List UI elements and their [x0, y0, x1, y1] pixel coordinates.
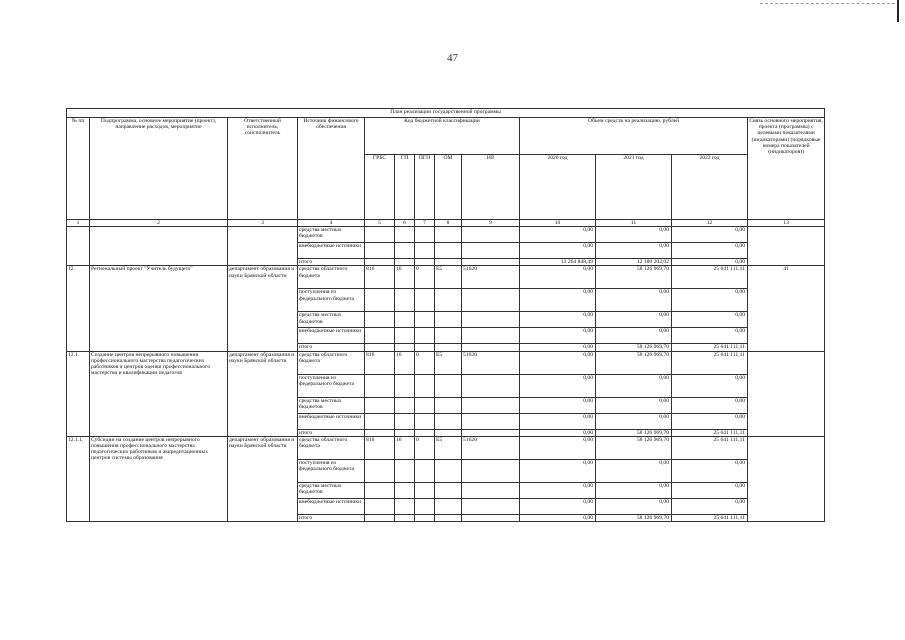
np-cell: 51620 [462, 436, 520, 459]
pgp-cell [415, 227, 435, 243]
column-number: 9 [462, 220, 520, 227]
item-name: Региональный проект "Учитель будущего" [90, 266, 228, 351]
amount-2022: 0,00 [672, 312, 748, 328]
header-volume: Объем средств на реализацию, рублей [520, 118, 748, 155]
amount-2022: 0,00 [672, 397, 748, 413]
grbs-cell [365, 429, 395, 436]
amount-2021: 58 126 969,70 [596, 514, 672, 521]
cont-name-cell [90, 227, 228, 266]
pgp-cell [415, 312, 435, 328]
funding-source: внебюджетные источники [298, 498, 365, 514]
amount-2022: 25 641 111,11 [672, 351, 748, 374]
om-cell [435, 514, 462, 521]
gp-cell [395, 328, 415, 344]
gp-cell [395, 429, 415, 436]
pgp-cell [415, 429, 435, 436]
scan-edge-mark [760, 3, 895, 5]
amount-2022: 0,00 [672, 328, 748, 344]
pgp-cell [415, 413, 435, 429]
column-number: 2 [90, 220, 228, 227]
pgp-cell [415, 243, 435, 259]
funding-source: внебюджетные источники [298, 328, 365, 344]
om-cell: E5 [435, 436, 462, 459]
header-subprogram: Подпрограмма, основное мероприятие (проект), направление расходов, мероприятие [90, 118, 228, 220]
gp-cell [395, 482, 415, 498]
table-row [67, 436, 825, 459]
np-cell [462, 498, 520, 514]
amount-2020: 0,00 [520, 266, 596, 289]
amount-2020: 0,00 [520, 344, 596, 351]
funding-source: итого [298, 429, 365, 436]
link-indicator [748, 436, 825, 521]
funding-source: итого [298, 344, 365, 351]
item-executor: департамент образования и науки Брянской области [228, 351, 298, 436]
item-number: 12.1. [67, 351, 90, 436]
amount-2021: 0,00 [596, 328, 672, 344]
column-number: 3 [228, 220, 298, 227]
np-cell: 51620 [462, 266, 520, 289]
amount-2021: 0,00 [596, 227, 672, 243]
amount-2021: 12 180 202,02 [596, 259, 672, 266]
gp-cell: 16 [395, 266, 415, 289]
gp-cell [395, 374, 415, 397]
np-cell [462, 259, 520, 266]
np-cell [462, 482, 520, 498]
header-2021: 2021 год [596, 155, 672, 220]
amount-2020: 0,00 [520, 289, 596, 312]
funding-source: поступления из федерального бюджета [298, 374, 365, 397]
np-cell [462, 289, 520, 312]
grbs-cell [365, 227, 395, 243]
grbs-cell [365, 459, 395, 482]
grbs-cell: 816 [365, 351, 395, 374]
amount-2020: 13 264 848,49 [520, 259, 596, 266]
om-cell [435, 344, 462, 351]
funding-source: средства областного бюджета [298, 266, 365, 289]
amount-2020: 0,00 [520, 436, 596, 459]
column-number: 5 [365, 220, 395, 227]
om-cell: E5 [435, 266, 462, 289]
amount-2021: 0,00 [596, 459, 672, 482]
item-executor: департамент образования и науки Брянской области [228, 266, 298, 351]
pgp-cell [415, 397, 435, 413]
pgp-cell [415, 344, 435, 351]
item-name: Субсидии на создание центров непрерывного повышения профессионального мастерства педагогических работников и аккредитационных центров системы образования [90, 436, 228, 521]
header-2020: 2020 год [520, 155, 596, 220]
amount-2022: 25 641 111,11 [672, 514, 748, 521]
table-title: План реализации государственной программы [67, 109, 825, 118]
om-cell [435, 482, 462, 498]
link-cell [748, 227, 825, 266]
om-cell [435, 429, 462, 436]
gp-cell [395, 312, 415, 328]
np-cell [462, 397, 520, 413]
column-number: 8 [435, 220, 462, 227]
funding-source: итого [298, 514, 365, 521]
om-cell [435, 459, 462, 482]
program-plan-table [66, 108, 825, 522]
om-cell [435, 259, 462, 266]
amount-2020: 0,00 [520, 498, 596, 514]
amount-2022: 25 641 111,11 [672, 429, 748, 436]
header-budget-code: Код бюджетной классификации [365, 118, 520, 155]
np-cell [462, 344, 520, 351]
pgp-cell: 0 [415, 266, 435, 289]
table-row [67, 266, 825, 289]
page-number: 47 [447, 52, 458, 64]
grbs-cell [365, 482, 395, 498]
funding-source: итого [298, 259, 365, 266]
funding-source: средства областного бюджета [298, 351, 365, 374]
np-cell: 51620 [462, 351, 520, 374]
np-cell [462, 459, 520, 482]
funding-source: поступления из федерального бюджета [298, 459, 365, 482]
om-cell [435, 498, 462, 514]
om-cell [435, 328, 462, 344]
pgp-cell [415, 289, 435, 312]
pgp-cell [415, 459, 435, 482]
column-number: 13 [748, 220, 825, 227]
amount-2021: 0,00 [596, 374, 672, 397]
amount-2020: 0,00 [520, 429, 596, 436]
column-number: 6 [395, 220, 415, 227]
grbs-cell [365, 374, 395, 397]
amount-2022: 25 641 111,11 [672, 266, 748, 289]
pgp-cell [415, 498, 435, 514]
gp-cell [395, 344, 415, 351]
table-row [67, 351, 825, 374]
funding-source: средства местных бюджетов [298, 227, 365, 243]
column-number: 11 [596, 220, 672, 227]
item-number: 12. [67, 266, 90, 351]
amount-2021: 0,00 [596, 312, 672, 328]
om-cell: E5 [435, 351, 462, 374]
amount-2021: 0,00 [596, 413, 672, 429]
amount-2022: 0,00 [672, 259, 748, 266]
om-cell [435, 289, 462, 312]
column-number: 7 [415, 220, 435, 227]
gp-cell [395, 498, 415, 514]
np-cell [462, 429, 520, 436]
grbs-cell [365, 514, 395, 521]
grbs-cell [365, 243, 395, 259]
grbs-cell [365, 259, 395, 266]
np-cell [462, 413, 520, 429]
grbs-cell [365, 312, 395, 328]
amount-2020: 0,00 [520, 459, 596, 482]
np-cell [462, 328, 520, 344]
amount-2021: 0,00 [596, 243, 672, 259]
amount-2021: 0,00 [596, 397, 672, 413]
grbs-cell [365, 397, 395, 413]
amount-2022: 25 641 111,11 [672, 436, 748, 459]
header-gp: ГП [395, 155, 415, 220]
amount-2020: 0,00 [520, 227, 596, 243]
funding-source: средства областного бюджета [298, 436, 365, 459]
gp-cell [395, 227, 415, 243]
gp-cell: 16 [395, 436, 415, 459]
pgp-cell [415, 259, 435, 266]
amount-2022: 0,00 [672, 482, 748, 498]
np-cell [462, 243, 520, 259]
amount-2021: 0,00 [596, 289, 672, 312]
pgp-cell [415, 514, 435, 521]
column-number: 4 [298, 220, 365, 227]
column-number: 1 [67, 220, 90, 227]
header-source: Источник финансового обеспечения [298, 118, 365, 220]
header-grbs: ГРБС [365, 155, 395, 220]
om-cell [435, 413, 462, 429]
amount-2021: 58 126 969,70 [596, 429, 672, 436]
amount-2020: 0,00 [520, 413, 596, 429]
gp-cell [395, 397, 415, 413]
amount-2022: 0,00 [672, 498, 748, 514]
gp-cell [395, 243, 415, 259]
link-indicator: 41 [748, 266, 825, 351]
header-pgp: ПГП [415, 155, 435, 220]
amount-2021: 58 126 969,70 [596, 436, 672, 459]
amount-2022: 0,00 [672, 227, 748, 243]
np-cell [462, 514, 520, 521]
cont-executor-cell [228, 227, 298, 266]
pgp-cell [415, 374, 435, 397]
grbs-cell: 816 [365, 266, 395, 289]
header-om: ОМ [435, 155, 462, 220]
amount-2020: 0,00 [520, 514, 596, 521]
np-cell [462, 312, 520, 328]
funding-source: средства местных бюджетов [298, 312, 365, 328]
funding-source: внебюджетные источники [298, 413, 365, 429]
pgp-cell: 0 [415, 351, 435, 374]
amount-2020: 0,00 [520, 328, 596, 344]
gp-cell [395, 413, 415, 429]
amount-2022: 0,00 [672, 289, 748, 312]
pgp-cell [415, 328, 435, 344]
grbs-cell [365, 344, 395, 351]
gp-cell: 16 [395, 351, 415, 374]
np-cell [462, 374, 520, 397]
amount-2021: 58 126 969,70 [596, 351, 672, 374]
amount-2020: 0,00 [520, 243, 596, 259]
header-executor: Ответственный исполнитель, соисполнитель [228, 118, 298, 220]
grbs-cell [365, 328, 395, 344]
np-cell [462, 227, 520, 243]
item-number: 12.1.1. [67, 436, 90, 521]
grbs-cell [365, 413, 395, 429]
link-indicator [748, 351, 825, 436]
amount-2022: 0,00 [672, 374, 748, 397]
amount-2022: 0,00 [672, 413, 748, 429]
om-cell [435, 374, 462, 397]
header-np: НР [462, 155, 520, 220]
amount-2022: 0,00 [672, 459, 748, 482]
om-cell [435, 312, 462, 328]
amount-2021: 58 126 969,70 [596, 266, 672, 289]
cont-num-cell [67, 227, 90, 266]
gp-cell [395, 289, 415, 312]
amount-2021: 58 126 969,70 [596, 344, 672, 351]
item-name: Создание центров непрерывного повышения профессионального мастерства педагогических работников и центров оценки профессионального мастерства и квалификации педагогов [90, 351, 228, 436]
gp-cell [395, 459, 415, 482]
grbs-cell: 816 [365, 436, 395, 459]
funding-source: средства местных бюджетов [298, 397, 365, 413]
amount-2021: 0,00 [596, 498, 672, 514]
grbs-cell [365, 498, 395, 514]
amount-2020: 0,00 [520, 397, 596, 413]
amount-2020: 0,00 [520, 351, 596, 374]
header-num: № пп [67, 118, 90, 220]
funding-source: внебюджетные источники [298, 243, 365, 259]
header-link-indicators: Связь основного мероприятия, проекта (программы) с целевыми показателями (индикаторами) (порядковые номера показателей (индикаторов)) [748, 118, 825, 220]
funding-source: поступления из федерального бюджета [298, 289, 365, 312]
om-cell [435, 397, 462, 413]
funding-source: средства местных бюджетов [298, 482, 365, 498]
amount-2020: 0,00 [520, 374, 596, 397]
column-number-row [67, 220, 825, 227]
amount-2022: 25 641 111,11 [672, 344, 748, 351]
column-number: 12 [672, 220, 748, 227]
amount-2022: 0,00 [672, 243, 748, 259]
amount-2020: 0,00 [520, 482, 596, 498]
table-row [67, 227, 825, 243]
pgp-cell: 0 [415, 436, 435, 459]
om-cell [435, 227, 462, 243]
gp-cell [395, 259, 415, 266]
header-2022: 2022 год [672, 155, 748, 220]
om-cell [435, 243, 462, 259]
column-number: 10 [520, 220, 596, 227]
pgp-cell [415, 482, 435, 498]
amount-2021: 0,00 [596, 482, 672, 498]
gp-cell [395, 514, 415, 521]
grbs-cell [365, 289, 395, 312]
amount-2020: 0,00 [520, 312, 596, 328]
scan-edge-bar [897, 0, 899, 22]
item-executor: департамент образования и науки Брянской области [228, 436, 298, 521]
